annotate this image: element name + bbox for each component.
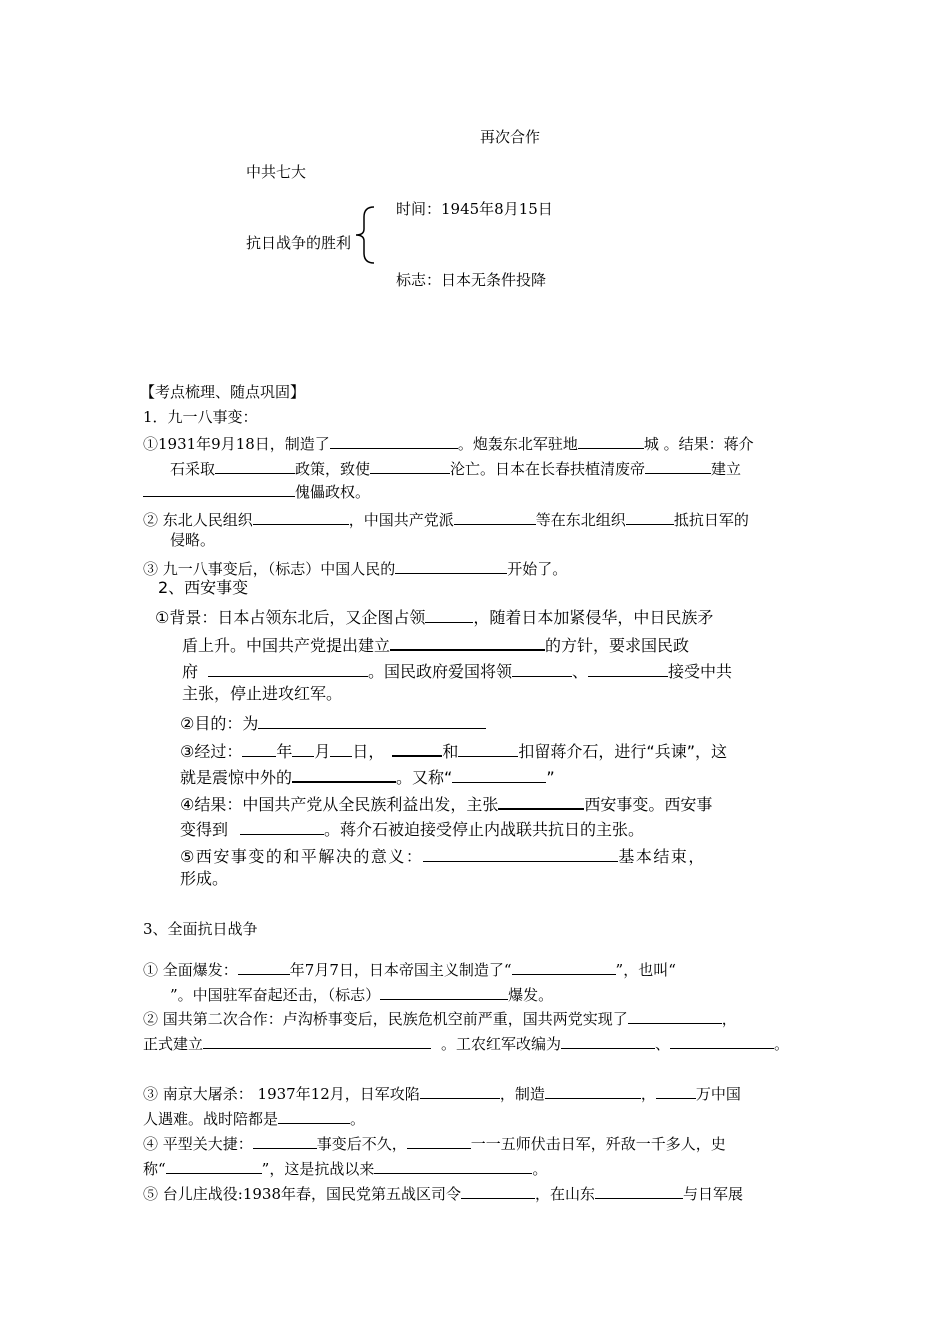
section-header: 【考点梳理、随点巩固】	[140, 383, 306, 401]
text: ② 国共第二次合作：卢沟桥事变后，民族危机空前严重，国共两党实现了	[143, 1010, 628, 1028]
s1-line3	[143, 481, 370, 500]
s1-line1	[143, 433, 754, 452]
blank-field[interactable]	[242, 740, 276, 757]
blank-field[interactable]	[330, 433, 458, 449]
text: ④ 平型关大捷：	[143, 1135, 253, 1153]
blank-field[interactable]	[278, 1108, 350, 1124]
text: 。	[532, 1160, 548, 1178]
text: 。又称“	[396, 768, 453, 787]
blank-field[interactable]	[626, 509, 674, 525]
s3-pingxing-line2	[143, 1158, 547, 1177]
blank-field[interactable]	[253, 509, 349, 525]
blank-field[interactable]	[258, 712, 486, 729]
text: ⑤ 台儿庄战役:1938年春，国民党第五战区司令	[143, 1185, 461, 1203]
text: ，中国共产党派	[348, 511, 454, 529]
blank-field[interactable]	[395, 558, 507, 574]
sign-line: 标志：日本无条件投降	[396, 271, 547, 289]
text: 城 。结果：蒋介	[643, 435, 754, 453]
text: ”	[546, 768, 555, 787]
blank-field[interactable]	[166, 1158, 262, 1174]
s1-heading: 1．九一八事变：	[143, 408, 258, 426]
s2-bg-line2	[182, 633, 689, 654]
blank-field[interactable]	[292, 740, 314, 757]
text: ② 东北人民组织	[143, 511, 253, 529]
text: ①背景：日本占领东北后，又企图占领	[155, 608, 426, 627]
s2-result-line2	[180, 818, 644, 838]
s3-heading: 3、全面抗日战争	[143, 920, 258, 938]
blank-field[interactable]	[208, 660, 368, 677]
text: 沦亡。日本在长春扶植清废帝	[450, 460, 646, 478]
text: 开始了。	[507, 560, 568, 578]
text: ⑤西安事变的和平解决的意义：	[180, 847, 424, 866]
text: ① 全面爆发：	[143, 961, 238, 979]
text: 建立	[711, 460, 742, 478]
text: 变得到	[180, 820, 229, 839]
s2-process-line1	[180, 739, 727, 760]
blank-field[interactable]	[253, 1133, 317, 1149]
text: ①1931年9月18日，制造了	[143, 435, 330, 453]
text: 抵抗日军的	[673, 511, 749, 529]
s2-meaning-line1	[180, 845, 706, 865]
s2-heading: 2、西安事变	[158, 578, 249, 597]
s3-nanjing-line1	[143, 1083, 741, 1102]
blank-field[interactable]	[588, 660, 668, 677]
curly-brace-icon	[354, 205, 378, 265]
text: 。	[774, 1035, 790, 1053]
text: ③经过：	[180, 742, 243, 761]
s3-taierzhuang-line1	[143, 1183, 743, 1202]
blank-field[interactable]	[461, 1183, 535, 1199]
text: 正式建立	[143, 1035, 204, 1053]
s1-line6	[143, 558, 567, 577]
text: 人遇难。战时陪都是	[143, 1110, 279, 1128]
text: ，	[640, 1085, 656, 1103]
text: 。工农红军改编为	[441, 1035, 562, 1053]
s2-bg-line3	[182, 660, 732, 680]
blank-field[interactable]	[561, 1033, 655, 1049]
blank-field[interactable]	[452, 766, 546, 783]
blank-field[interactable]	[374, 1158, 532, 1174]
text: 万中国	[695, 1085, 741, 1103]
text: 。	[350, 1110, 366, 1128]
text: 一一五师伏击日军，歼敌一千多人，史	[470, 1135, 726, 1153]
blank-field[interactable]	[656, 1083, 696, 1099]
text: 西安事变。西安事	[584, 795, 713, 814]
text: ，制造	[499, 1085, 545, 1103]
s3-pingxing-line1	[143, 1133, 726, 1152]
page-title: 再次合作	[480, 128, 541, 146]
text: 盾上升。中国共产党提出建立	[182, 636, 391, 655]
blank-field[interactable]	[203, 1033, 431, 1049]
text: 。国民政府爱国将领	[368, 662, 513, 681]
s1-line4	[143, 509, 749, 528]
text: 、	[655, 1035, 671, 1053]
text: ”，这是抗战以来	[261, 1160, 375, 1178]
text: 傀儡政权。	[295, 483, 371, 501]
text: 爆发。	[508, 986, 554, 1004]
text: ④结果：中国共产党从全民族利益出发，主张	[180, 795, 499, 814]
ccp7-label: 中共七大	[246, 163, 307, 181]
blank-field[interactable]	[420, 1083, 500, 1099]
blank-field[interactable]	[458, 740, 518, 757]
blank-field[interactable]	[545, 1083, 641, 1099]
text: ，	[721, 1010, 737, 1028]
s2-bg-line1	[155, 606, 713, 626]
blank-field[interactable]	[390, 633, 545, 651]
text: 称“	[143, 1160, 166, 1178]
text: ③ 南京大屠杀： 1937年12月，日军攻陷	[143, 1085, 420, 1103]
text: ②目的：为	[180, 714, 259, 733]
s1-line2	[170, 458, 741, 477]
blank-field[interactable]	[645, 458, 711, 474]
text: 日，	[352, 742, 385, 761]
blank-field[interactable]	[370, 458, 450, 474]
blank-field[interactable]	[454, 509, 536, 525]
blank-field[interactable]	[425, 606, 473, 623]
text: ③ 九一八事变后，（标志）中国人民的	[143, 560, 396, 578]
blank-field[interactable]	[628, 1008, 722, 1024]
blank-field[interactable]	[330, 740, 352, 757]
blank-field[interactable]	[578, 433, 644, 449]
text: 月	[314, 742, 331, 761]
blank-field[interactable]	[423, 845, 618, 862]
text: 事变后不久，	[316, 1135, 407, 1153]
s2-result-line1	[180, 792, 712, 813]
s3-coop-line1	[143, 1008, 737, 1027]
time-line: 时间：1945年8月15日	[396, 200, 553, 218]
s3-outbreak-line1	[143, 959, 676, 978]
text: ，随着日本加紧侵华，中日民族矛	[473, 608, 714, 627]
blank-field[interactable]	[392, 739, 442, 757]
blank-field[interactable]	[407, 1133, 471, 1149]
text: 就是震惊中外的	[180, 768, 293, 787]
text: 的方针，要求国民政	[545, 636, 690, 655]
blank-field[interactable]	[215, 458, 295, 474]
blank-field[interactable]	[512, 959, 616, 975]
text: 。炮轰东北军驻地	[457, 435, 578, 453]
text: 、	[572, 662, 589, 681]
blank-field[interactable]	[292, 765, 396, 783]
blank-field[interactable]	[498, 792, 584, 810]
text: 和	[442, 742, 459, 761]
text: ，在山东	[535, 1185, 596, 1203]
s3-nanjing-line2	[143, 1108, 365, 1127]
victory-label: 抗日战争的胜利	[246, 234, 352, 252]
s2-meaning-line2: 形成。	[180, 869, 229, 888]
text: ”，也叫“	[615, 961, 676, 979]
s3-outbreak-line2	[170, 984, 553, 1003]
s2-purpose-line	[180, 712, 486, 732]
text: 府	[182, 662, 199, 681]
text: 接受中共	[668, 662, 733, 681]
s2-bg-line4: 主张，停止进攻红军。	[182, 684, 343, 703]
text: 等在东北组织	[535, 511, 626, 529]
s1-line5: 侵略。	[170, 531, 216, 549]
text: 。蒋介石被迫接受停止内战联共抗日的主张。	[324, 820, 645, 839]
text: ”。中国驻军奋起还击，（标志）	[170, 986, 381, 1004]
s3-coop-line2	[143, 1033, 789, 1052]
blank-field[interactable]	[670, 1033, 774, 1049]
blank-field[interactable]	[595, 1183, 683, 1199]
blank-field[interactable]	[240, 818, 324, 835]
text: 石采取	[170, 460, 216, 478]
blank-field[interactable]	[143, 481, 295, 497]
text: 政策，致使	[295, 460, 371, 478]
text: 与日军展	[683, 1185, 744, 1203]
blank-field[interactable]	[238, 959, 290, 975]
text: 年7月7日，日本帝国主义制造了“	[289, 961, 512, 979]
text: 年	[276, 742, 293, 761]
text: 扣留蒋介石，进行“兵谏”，这	[518, 742, 728, 761]
text: 基本结束，	[618, 847, 706, 866]
s2-process-line2	[180, 765, 555, 786]
blank-field[interactable]	[380, 984, 508, 1000]
blank-field[interactable]	[512, 660, 572, 677]
